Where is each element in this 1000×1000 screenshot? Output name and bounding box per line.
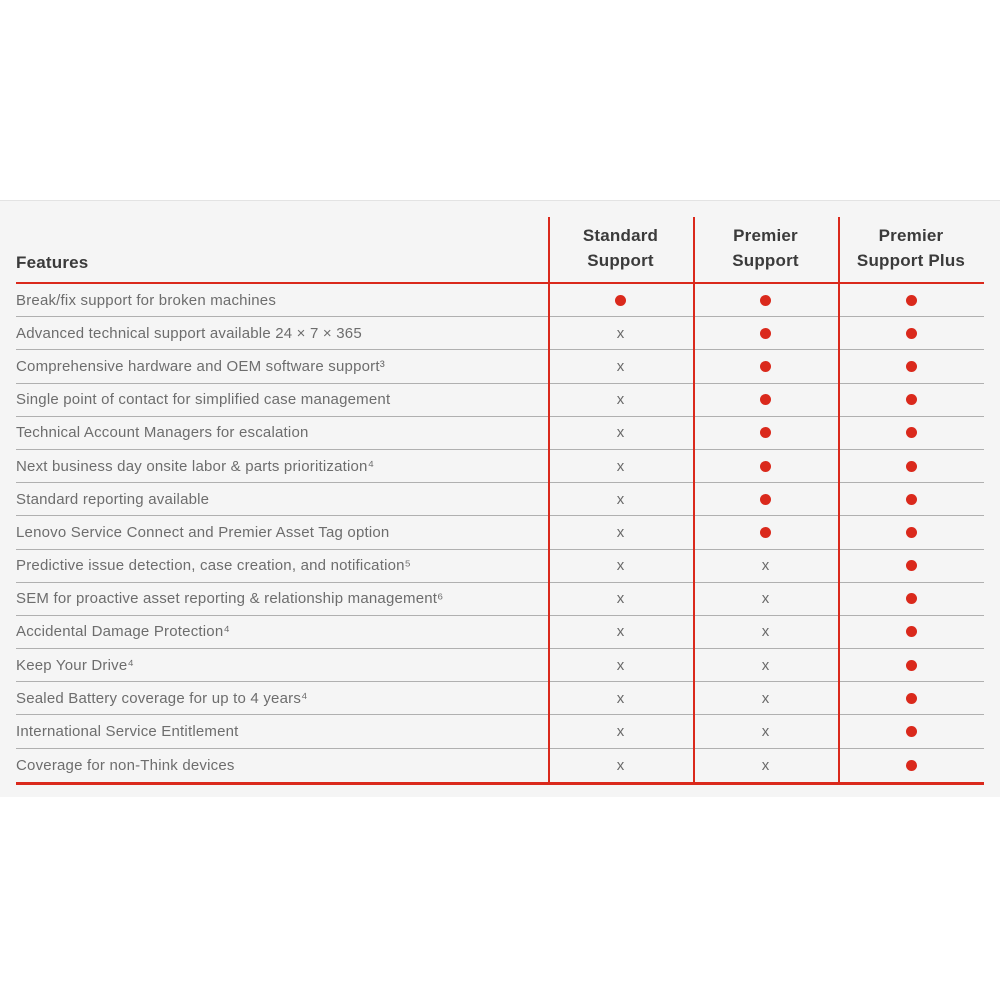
not-included-x-mark: x: [616, 656, 625, 674]
not-included-x-mark: x: [616, 523, 625, 541]
premier-support-plus-cell: [838, 660, 984, 671]
standard-support-cell: [548, 658, 693, 673]
features-column-header: Features: [16, 253, 89, 272]
premier-support-cell: [693, 624, 838, 639]
included-dot-icon: [906, 361, 917, 372]
included-dot-icon: [906, 461, 917, 472]
standard-support-cell: [548, 724, 693, 739]
not-included-x-mark: x: [616, 689, 625, 707]
premier-support-plus-cell: [838, 295, 984, 306]
premier-support-cell: [693, 461, 838, 472]
not-included-x-mark: x: [616, 457, 625, 475]
column-header-line1: Premier: [878, 226, 944, 245]
included-dot-icon: [615, 295, 626, 306]
premier-support-cell: [693, 558, 838, 573]
not-included-x-mark: x: [761, 557, 770, 575]
feature-label: International Service Entitlement: [16, 723, 239, 741]
premier-support-plus-cell: [838, 726, 984, 737]
included-dot-icon: [906, 760, 917, 771]
not-included-x-mark: x: [616, 424, 625, 442]
standard-support-cell: [548, 425, 693, 440]
feature-label: Single point of contact for simplified case management: [16, 391, 391, 409]
premier-support-plus-cell: [838, 427, 984, 438]
premier-support-cell: [693, 527, 838, 538]
premier-support-plus-cell: [838, 494, 984, 505]
not-included-x-mark: x: [616, 324, 625, 342]
premier-support-plus-cell: [838, 760, 984, 771]
feature-label: Advanced technical support available 24 × 7 × 365: [16, 324, 362, 342]
feature-label: Standard reporting available: [16, 490, 210, 508]
premier-support-cell: [693, 295, 838, 306]
column-header-standard-support: [548, 223, 693, 273]
not-included-x-mark: x: [761, 723, 770, 741]
included-dot-icon: [906, 494, 917, 505]
not-included-x-mark: x: [761, 623, 770, 641]
premier-support-plus-cell: [838, 361, 984, 372]
column-divider-2: [693, 217, 695, 785]
included-dot-icon: [906, 527, 917, 538]
premier-support-cell: [693, 394, 838, 405]
feature-label: Next business day onsite labor & parts prioritization⁴: [16, 457, 375, 475]
premier-support-cell: [693, 328, 838, 339]
column-header-line2: Support: [587, 251, 654, 270]
feature-label: SEM for proactive asset reporting & relationship management⁶: [16, 590, 444, 608]
premier-support-cell: [693, 361, 838, 372]
feature-label: Technical Account Managers for escalation: [16, 424, 309, 442]
premier-support-cell: [693, 494, 838, 505]
not-included-x-mark: x: [616, 723, 625, 741]
premier-support-plus-cell: [838, 593, 984, 604]
standard-support-cell: [548, 624, 693, 639]
included-dot-icon: [760, 461, 771, 472]
standard-support-cell: [548, 359, 693, 374]
feature-label: Lenovo Service Connect and Premier Asset Tag option: [16, 523, 390, 541]
not-included-x-mark: x: [761, 656, 770, 674]
not-included-x-mark: x: [761, 756, 770, 774]
not-included-x-mark: x: [761, 689, 770, 707]
included-dot-icon: [906, 660, 917, 671]
column-header-line1: Standard: [582, 226, 659, 245]
premier-support-cell: [693, 691, 838, 706]
not-included-x-mark: x: [616, 391, 625, 409]
premier-support-plus-cell: [838, 461, 984, 472]
not-included-x-mark: x: [616, 623, 625, 641]
not-included-x-mark: x: [616, 756, 625, 774]
included-dot-icon: [906, 328, 917, 339]
standard-support-cell: [548, 691, 693, 706]
not-included-x-mark: x: [616, 357, 625, 375]
column-header-line2: Support: [732, 251, 799, 270]
standard-support-cell: [548, 525, 693, 540]
included-dot-icon: [906, 427, 917, 438]
column-header-premier-support: [693, 223, 838, 273]
included-dot-icon: [760, 494, 771, 505]
column-divider-3: [838, 217, 840, 785]
feature-label: Accidental Damage Protection⁴: [16, 623, 231, 641]
included-dot-icon: [760, 527, 771, 538]
standard-support-cell: [548, 459, 693, 474]
standard-support-cell: [548, 392, 693, 407]
premier-support-plus-cell: [838, 560, 984, 571]
included-dot-icon: [906, 693, 917, 704]
included-dot-icon: [906, 626, 917, 637]
included-dot-icon: [906, 394, 917, 405]
not-included-x-mark: x: [616, 557, 625, 575]
included-dot-icon: [906, 560, 917, 571]
not-included-x-mark: x: [616, 490, 625, 508]
premier-support-cell: [693, 658, 838, 673]
premier-support-plus-cell: [838, 626, 984, 637]
premier-support-plus-cell: [838, 527, 984, 538]
not-included-x-mark: x: [761, 590, 770, 608]
standard-support-cell: [548, 492, 693, 507]
standard-support-cell: [548, 591, 693, 606]
standard-support-cell: [548, 758, 693, 773]
column-divider-1: [548, 217, 550, 785]
support-comparison-panel: [0, 200, 1000, 797]
included-dot-icon: [760, 295, 771, 306]
feature-label: Coverage for non-Think devices: [16, 756, 235, 774]
premier-support-plus-cell: [838, 328, 984, 339]
feature-label: Comprehensive hardware and OEM software support³: [16, 357, 385, 375]
not-included-x-mark: x: [616, 590, 625, 608]
column-header-line2: Support Plus: [856, 251, 966, 270]
included-dot-icon: [906, 593, 917, 604]
included-dot-icon: [760, 394, 771, 405]
included-dot-icon: [760, 328, 771, 339]
feature-label: Sealed Battery coverage for up to 4 years⁴: [16, 689, 308, 707]
premier-support-cell: [693, 724, 838, 739]
standard-support-cell: [548, 326, 693, 341]
included-dot-icon: [760, 361, 771, 372]
standard-support-cell: [548, 295, 693, 306]
standard-support-cell: [548, 558, 693, 573]
feature-label: Predictive issue detection, case creation, and notification⁵: [16, 557, 412, 575]
premier-support-cell: [693, 758, 838, 773]
included-dot-icon: [760, 427, 771, 438]
premier-support-cell: [693, 591, 838, 606]
premier-support-plus-cell: [838, 394, 984, 405]
premier-support-cell: [693, 427, 838, 438]
feature-label: Keep Your Drive⁴: [16, 656, 135, 674]
included-dot-icon: [906, 726, 917, 737]
column-header-premier-support-plus: [838, 223, 984, 273]
premier-support-plus-cell: [838, 693, 984, 704]
column-header-line1: Premier: [733, 226, 798, 245]
included-dot-icon: [906, 295, 917, 306]
feature-label: Break/fix support for broken machines: [16, 291, 277, 309]
